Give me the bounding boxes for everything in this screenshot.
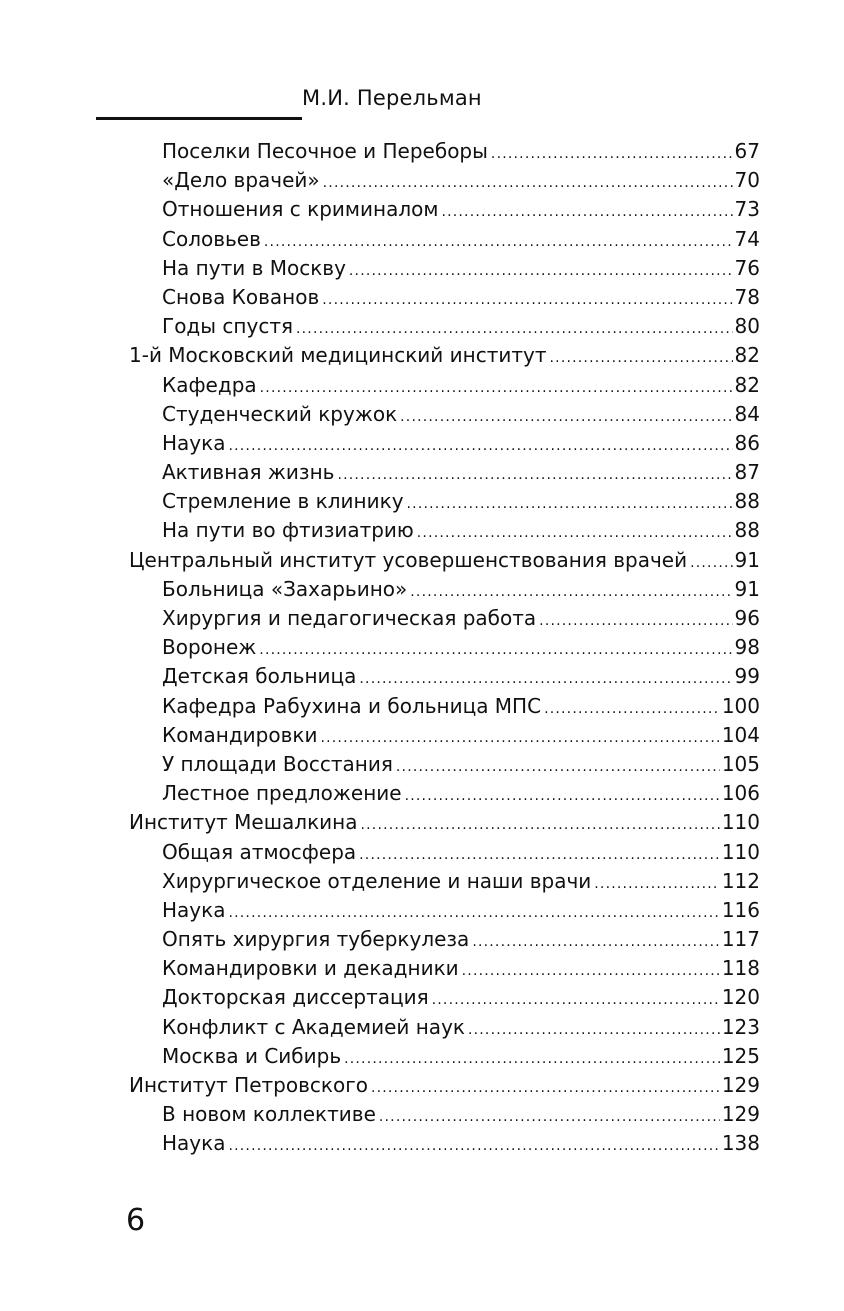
toc-entry-page: 88 xyxy=(734,518,760,543)
toc-dot-leader xyxy=(550,344,733,373)
toc-section xyxy=(0,633,844,662)
toc-section xyxy=(0,429,844,458)
toc-section xyxy=(0,312,844,341)
toc-entry-page: 120 xyxy=(721,985,760,1010)
toc-entry-page: 74 xyxy=(734,226,760,251)
toc-entry-page: 129 xyxy=(721,1073,760,1097)
toc-dot-leader xyxy=(472,928,719,957)
toc-entry-title: На пути во фтизиатрию xyxy=(162,516,417,545)
toc-entry-title: Опять хирургия туберкулеза xyxy=(162,925,472,954)
toc-entry-page: 105 xyxy=(721,751,760,776)
toc-dot-leader xyxy=(320,724,719,753)
toc-dot-leader xyxy=(441,198,732,227)
toc-entry-page: 99 xyxy=(734,664,760,689)
toc-section xyxy=(0,925,844,954)
toc-dot-leader xyxy=(323,169,733,198)
toc-dot-leader xyxy=(296,315,733,344)
toc-dot-leader xyxy=(322,286,732,315)
toc-section xyxy=(0,1129,844,1158)
toc-entry-page: 84 xyxy=(734,401,760,426)
toc-dot-leader xyxy=(259,636,732,665)
toc-entry-title: Детская больница xyxy=(162,662,359,691)
toc-section xyxy=(0,721,844,750)
toc-entry-title: На пути в Москву xyxy=(162,254,349,283)
toc-entry-page: 86 xyxy=(734,430,760,455)
toc-dot-leader xyxy=(690,549,732,578)
toc-dot-leader xyxy=(405,782,720,811)
toc-entry-title: Воронеж xyxy=(162,633,259,662)
toc-dot-leader xyxy=(337,461,732,490)
toc-dot-leader xyxy=(359,665,732,694)
toc-entry-page: 91 xyxy=(734,576,760,601)
toc-entry-title: Поселки Песочное и Переборы xyxy=(162,137,491,166)
toc-section xyxy=(0,867,844,896)
toc-entry-title: Институт Петровского xyxy=(129,1071,371,1100)
toc-section xyxy=(0,1100,844,1129)
toc-entry-title: Командировки xyxy=(162,721,320,750)
toc-section xyxy=(0,225,844,254)
toc-entry-page: 117 xyxy=(721,927,760,952)
toc-dot-leader xyxy=(349,257,733,286)
toc-chapter xyxy=(0,546,844,575)
toc-entry-title: 1-й Московский медицинский институт xyxy=(129,341,550,370)
toc-entry-title: Студенческий кружок xyxy=(162,400,400,429)
toc-dot-leader xyxy=(228,899,719,928)
toc-section xyxy=(0,1013,844,1042)
header-rule xyxy=(96,117,302,120)
toc-entry-title: Общая атмосфера xyxy=(162,838,359,867)
toc-entry-title: Хирургическое отделение и наши врачи xyxy=(162,867,594,896)
toc-dot-leader xyxy=(379,1103,720,1132)
toc-entry-title: Соловьев xyxy=(162,225,264,254)
toc-entry-title: Москва и Сибирь xyxy=(162,1042,344,1071)
toc-entry-page: 76 xyxy=(734,255,760,280)
toc-section xyxy=(0,983,844,1012)
toc-dot-leader xyxy=(228,1132,719,1161)
toc-section xyxy=(0,371,844,400)
toc-entry-title: Годы спустя xyxy=(162,312,296,341)
toc-dot-leader xyxy=(544,695,720,724)
toc-entry-title: У площади Восстания xyxy=(162,750,396,779)
toc-dot-leader xyxy=(260,374,733,403)
toc-entry-page: 125 xyxy=(721,1043,760,1068)
toc-dot-leader xyxy=(400,403,732,432)
toc-entry-page: 98 xyxy=(734,635,760,660)
toc-entry-page: 118 xyxy=(721,956,760,981)
toc-entry-title: Наука xyxy=(162,896,228,925)
toc-entry-page: 112 xyxy=(721,868,760,893)
toc-dot-leader xyxy=(417,519,733,548)
toc-entry-page: 88 xyxy=(734,489,760,514)
toc-dot-leader xyxy=(491,140,733,169)
toc-entry-page: 116 xyxy=(721,897,760,922)
toc-dot-leader xyxy=(228,432,732,461)
toc-entry-page: 110 xyxy=(721,839,760,864)
toc-chapter xyxy=(0,341,844,370)
toc-entry-title: Институт Мешалкина xyxy=(129,808,361,837)
toc-entry-page: 73 xyxy=(734,197,760,222)
toc-entry-page: 138 xyxy=(721,1131,760,1156)
toc-entry-title: Командировки и декадники xyxy=(162,954,462,983)
toc-dot-leader xyxy=(264,228,733,257)
page-number: 6 xyxy=(126,1203,146,1238)
toc-entry-title: Снова Кованов xyxy=(162,283,322,312)
toc-entry-page: 106 xyxy=(721,781,760,806)
toc-entry-title: В новом коллективе xyxy=(162,1100,379,1129)
toc-section xyxy=(0,166,844,195)
toc-dot-leader xyxy=(432,986,720,1015)
toc-entry-page: 82 xyxy=(734,343,760,368)
toc-section xyxy=(0,692,844,721)
toc-section xyxy=(0,954,844,983)
toc-section xyxy=(0,1042,844,1071)
toc-section xyxy=(0,604,844,633)
toc-dot-leader xyxy=(361,811,720,840)
toc-section xyxy=(0,458,844,487)
toc-entry-title: Больница «Захарьино» xyxy=(162,575,410,604)
toc-dot-leader xyxy=(410,578,732,607)
toc-entry-title: Кафедра xyxy=(162,371,260,400)
toc-entry-page: 87 xyxy=(734,460,760,485)
toc-dot-leader xyxy=(539,607,732,636)
toc-section xyxy=(0,137,844,166)
toc-entry-title: Кафедра Рабухина и больница МПС xyxy=(162,692,544,721)
toc-entry-title: Активная жизнь xyxy=(162,458,337,487)
toc-entry-page: 123 xyxy=(721,1014,760,1039)
toc-entry-page: 78 xyxy=(734,284,760,309)
toc-entry-page: 70 xyxy=(734,168,760,193)
toc-dot-leader xyxy=(468,1016,720,1045)
toc-dot-leader xyxy=(396,753,720,782)
toc-entry-page: 110 xyxy=(721,810,760,835)
toc-entry-page: 96 xyxy=(734,606,760,630)
toc-entry-page: 67 xyxy=(734,139,760,163)
toc-dot-leader xyxy=(371,1074,720,1103)
toc-entry-title: Лестное предложение xyxy=(162,779,405,808)
toc-entry-page: 100 xyxy=(721,693,760,718)
toc-entry-title: Конфликт с Академией наук xyxy=(162,1013,468,1042)
toc-section xyxy=(0,750,844,779)
toc-dot-leader xyxy=(594,870,720,899)
toc-section xyxy=(0,487,844,516)
toc-dot-leader xyxy=(359,841,720,870)
running-head-author: М.И. Перельман xyxy=(302,86,482,110)
toc-entry-page: 91 xyxy=(734,547,760,572)
toc-entry-title: «Дело врачей» xyxy=(162,166,323,195)
toc-chapter xyxy=(0,1071,844,1100)
toc-entry-page: 80 xyxy=(734,314,760,339)
toc-entry-page: 82 xyxy=(734,372,760,397)
toc-entry-title: Докторская диссертация xyxy=(162,983,432,1012)
toc-section xyxy=(0,516,844,545)
toc-section xyxy=(0,662,844,691)
toc-entry-title: Центральный институт усовершенствования врачей xyxy=(129,546,690,575)
toc-chapter xyxy=(0,808,844,837)
toc-section xyxy=(0,779,844,808)
toc-section xyxy=(0,896,844,925)
toc-entry-title: Отношения с криминалом xyxy=(162,195,441,224)
toc-entry-title: Наука xyxy=(162,429,228,458)
toc-dot-leader xyxy=(344,1045,720,1074)
toc-section xyxy=(0,283,844,312)
toc-section xyxy=(0,838,844,867)
toc-section xyxy=(0,400,844,429)
toc-entry-title: Хирургия и педагогическая работа xyxy=(162,604,539,633)
toc-dot-leader xyxy=(407,490,733,519)
toc-entry-page: 129 xyxy=(721,1102,760,1127)
toc-entry-title: Стремление в клинику xyxy=(162,487,407,516)
toc-section xyxy=(0,195,844,224)
toc-entry-title: Наука xyxy=(162,1129,228,1158)
toc-section xyxy=(0,254,844,283)
toc-dot-leader xyxy=(462,957,720,986)
toc-section xyxy=(0,575,844,604)
toc-entry-page: 104 xyxy=(721,722,760,747)
table-of-contents xyxy=(0,137,844,1159)
